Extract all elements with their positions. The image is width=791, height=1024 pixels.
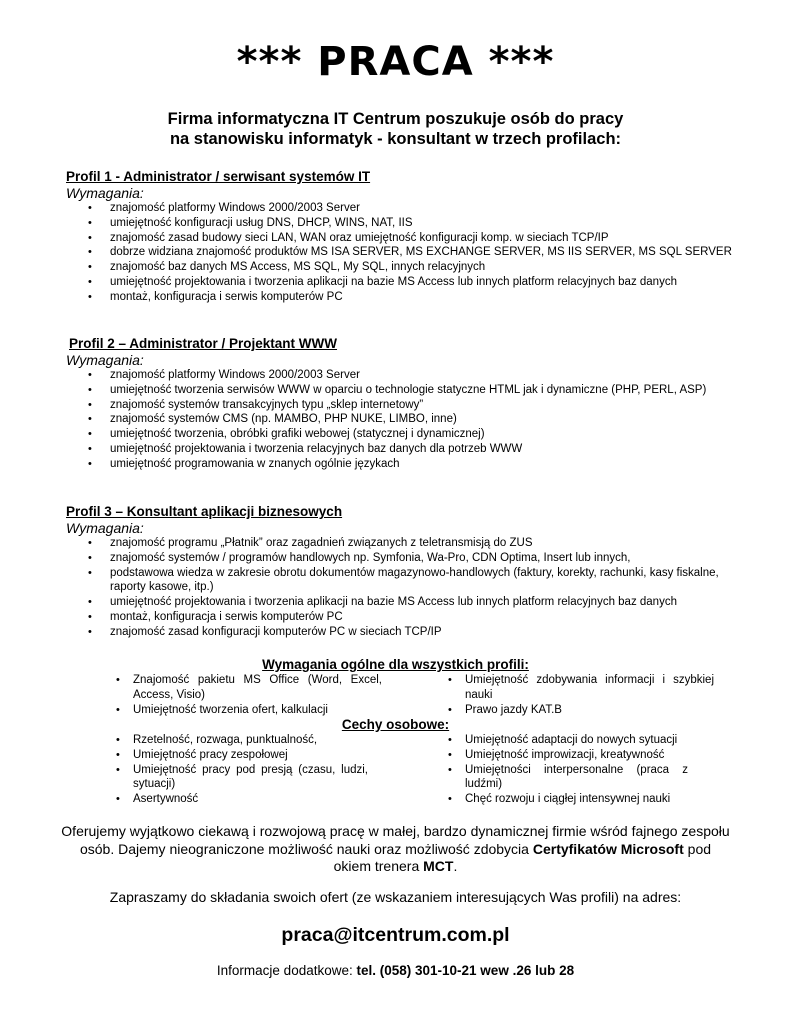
list-item: • Umiejętności interpersonalne (praca z ludźmi): [465, 763, 688, 793]
list-item: • podstawowa wiedza w zakresie obrotu dokumentów magazynowo-handlowych (faktury, korekty, rachunki, kasy fiskalne, raporty kasowe, itp.): [110, 566, 746, 596]
list-item: • Umiejętność adaptacji do nowych sytuacji: [465, 733, 688, 748]
offer-paragraph: [60, 823, 731, 876]
list-item: • Asertywność: [133, 792, 368, 807]
general-right-column: [448, 673, 714, 717]
traits-right-column: [448, 733, 688, 807]
profile-1-requirements-label: Wymagania:: [66, 185, 144, 201]
profile-1-section: [66, 168, 746, 305]
list-item: • znajomość platformy Windows 2000/2003 Server: [110, 201, 746, 216]
contact-info: [0, 962, 791, 979]
list-item: • Chęć rozwoju i ciągłej intensywnej nauki: [465, 792, 688, 807]
list-item: • Umiejętność improwizacji, kreatywność: [465, 748, 688, 763]
profile-3-section: [66, 503, 746, 640]
offer-mct: MCT: [423, 858, 454, 874]
list-item: • dobrze widziana znajomość produktów MS ISA SERVER, MS EXCHANGE SERVER, MS IIS SERVER, MS SQL SERVER: [110, 245, 746, 260]
general-right-list: [448, 673, 714, 717]
list-item: • umiejętność tworzenia, obróbki grafiki webowej (statycznej i dynamicznej): [110, 427, 746, 442]
invitation-paragraph: Zapraszamy do składania swoich ofert (ze wskazaniem interesujących Was profili) na adres:: [109, 889, 682, 905]
list-item: • umiejętność projektowania i tworzenia relacyjnych baz danych dla potrzeb WWW: [110, 442, 746, 457]
profile-2-heading: Profil 2 – Administrator / Projektant WWW: [69, 336, 338, 351]
subtitle-line-1: Firma informatyczna IT Centrum poszukuje osób do pracy: [167, 110, 624, 128]
traits-right-list: [448, 733, 688, 807]
general-left-column: [116, 673, 382, 717]
offer-text-3: .: [453, 858, 458, 874]
page-subtitle: [0, 109, 791, 149]
contact-phone: tel. (058) 301-10-21 wew .26 lub 28: [356, 963, 575, 978]
traits-left-list: [116, 733, 368, 807]
list-item: • umiejętność projektowania i tworzenia aplikacji na bazie MS Access lub innych platform relacyjnych baz danych: [110, 595, 746, 610]
list-item: • znajomość zasad budowy sieci LAN, WAN oraz umiejętność konfiguracji komp. w sieciach TCP/IP: [110, 231, 746, 246]
list-item: • Znajomość pakietu MS Office (Word, Excel, Access, Visio): [133, 673, 382, 703]
traits-heading-text: Cechy osobowe:: [341, 717, 450, 732]
profile-3-heading: Profil 3 – Konsultant aplikacji biznesowych: [66, 504, 343, 519]
list-item: • znajomość programu „Płatnik” oraz zagadnień związanych z teletransmisją do ZUS: [110, 536, 746, 551]
list-item: • umiejętność projektowania i tworzenia aplikacji na bazie MS Access lub innych platform relacyjnych baz danych: [110, 275, 746, 290]
list-item: • umiejętność konfiguracji usług DNS, DHCP, WINS, NAT, IIS: [110, 216, 746, 231]
list-item: • montaż, konfiguracja i serwis komputerów PC: [110, 290, 746, 305]
contact-email[interactable]: praca@itcentrum.com.pl: [281, 924, 510, 946]
list-item: • znajomość baz danych MS Access, MS SQL, My SQL, innych relacyjnych: [110, 260, 746, 275]
subtitle-line-2: na stanowisku informatyk - konsultant w trzech profilach:: [169, 130, 622, 148]
page-title: *** PRACA ***: [236, 39, 555, 85]
list-item: • Umiejętność zdobywania informacji i szybkiej nauki: [465, 673, 714, 703]
profile-2-list: [66, 368, 746, 472]
traits-left-column: [116, 733, 368, 807]
list-item: • znajomość systemów CMS (np. MAMBO, PHP NUKE, LIMBO, inne): [110, 412, 746, 427]
list-item: • montaż, konfiguracja i serwis komputerów PC: [110, 610, 746, 625]
list-item: • znajomość systemów transakcyjnych typu „sklep internetowy”: [110, 398, 746, 413]
traits-heading: [0, 716, 791, 733]
list-item: • umiejętność tworzenia serwisów WWW w oparciu o technologie statyczne HTML jak i dynamiczne (PHP, PERL, ASP): [110, 383, 746, 398]
list-item: • Rzetelność, rozwaga, punktualność,: [133, 733, 368, 748]
profile-2-requirements-label: Wymagania:: [66, 352, 144, 368]
list-item: • znajomość systemów / programów handlowych np. Symfonia, Wa-Pro, CDN Optima, Insert lub innych,: [110, 551, 746, 566]
offer-text-1: Oferujemy wyjątkowo ciekawą i rozwojową pracę w małej, bardzo dynamicznej firmie wśród fajnego zespołu osób. Dajemy nieograniczone możliwość nauki oraz możliwość zdobycia: [61, 823, 730, 857]
general-requirements-heading: [0, 656, 791, 673]
list-item: • znajomość platformy Windows 2000/2003 Server: [110, 368, 746, 383]
list-item: • Umiejętność pracy zespołowej: [133, 748, 368, 763]
contact-info-label: Informacje dodatkowe:: [216, 963, 357, 978]
profile-3-list: [66, 536, 746, 640]
profile-2-section: [66, 335, 746, 472]
list-item: • Prawo jazdy KAT.B: [465, 703, 714, 718]
profile-1-list: [66, 201, 746, 305]
offer-certificates: Certyfikatów Microsoft: [532, 840, 684, 857]
list-item: • umiejętność programowania w znanych ogólnie językach: [110, 457, 746, 472]
general-left-list: [116, 673, 382, 717]
list-item: • Umiejętność pracy pod presją (czasu, ludzi, sytuacji): [133, 763, 368, 793]
profile-3-requirements-label: Wymagania:: [66, 520, 144, 536]
list-item: • Umiejętność tworzenia ofert, kalkulacji: [133, 703, 382, 718]
profile-1-heading: Profil 1 - Administrator / serwisant systemów IT: [66, 169, 371, 184]
offer-text-2: pod okiem trenera: [333, 840, 712, 874]
general-requirements-heading-text: Wymagania ogólne dla wszystkich profili:: [262, 657, 529, 672]
list-item: • znajomość zasad konfiguracji komputerów PC w sieciach TCP/IP: [110, 625, 746, 640]
